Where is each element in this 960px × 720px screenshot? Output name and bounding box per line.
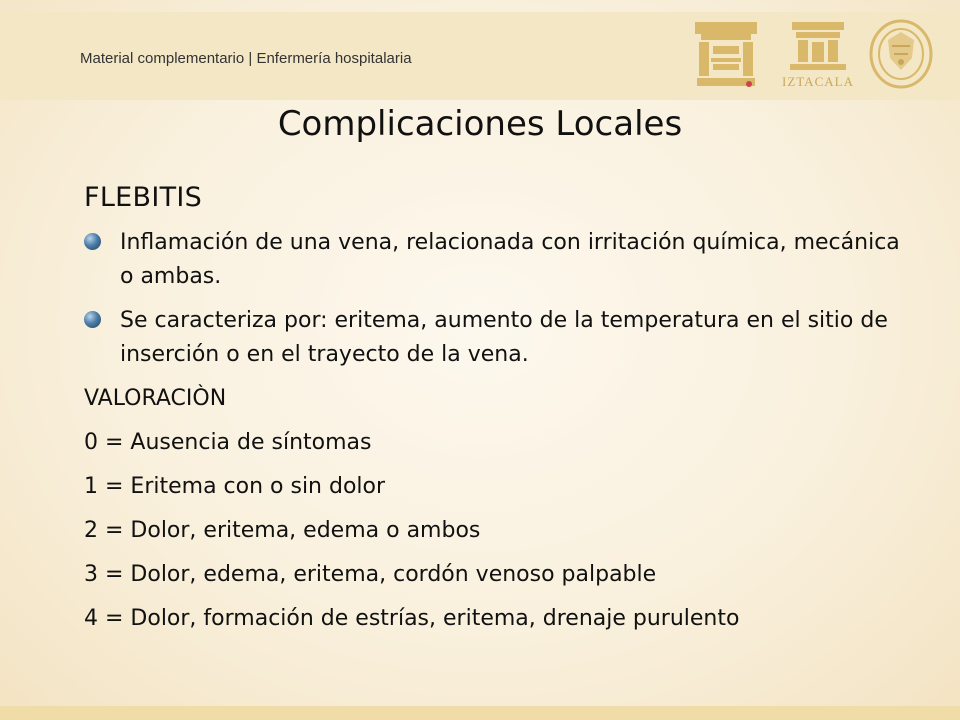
bullet-icon bbox=[84, 311, 101, 328]
unam-seal-logo bbox=[868, 18, 934, 90]
iztacala-wordmark: IZTACALA bbox=[782, 74, 854, 89]
valoracion-label: VALORACIÒN bbox=[84, 386, 227, 411]
bullet-icon bbox=[84, 233, 101, 250]
header-title: Material complementario | Enfermería hospitalaria bbox=[80, 50, 412, 67]
footer-band bbox=[0, 706, 960, 720]
scale-item-0: 0 = Ausencia de síntomas bbox=[84, 430, 372, 455]
bullet-text: Inflamación de una vena, relacionada con irritación química, mecánica o ambas. bbox=[120, 230, 900, 289]
bullet-item bbox=[84, 226, 914, 294]
scale-item-3: 3 = Dolor, edema, eritema, cordón venoso palpable bbox=[84, 562, 657, 587]
scale-item-4: 4 = Dolor, formación de estrías, eritema, drenaje purulento bbox=[84, 606, 740, 631]
slide-title: Complicaciones Locales bbox=[277, 104, 683, 144]
slide-content bbox=[84, 180, 914, 646]
bullet-item bbox=[84, 304, 914, 372]
building-logo bbox=[693, 18, 759, 90]
section-heading: FLEBITIS bbox=[84, 182, 203, 213]
scale-item-2: 2 = Dolor, eritema, edema o ambos bbox=[84, 518, 481, 543]
scale-item-1: 1 = Eritema con o sin dolor bbox=[84, 474, 386, 499]
iztacala-logo bbox=[778, 18, 858, 90]
bullet-text: Se caracteriza por: eritema, aumento de la temperatura en el sitio de inserción o en el trayecto de la vena. bbox=[120, 308, 888, 367]
